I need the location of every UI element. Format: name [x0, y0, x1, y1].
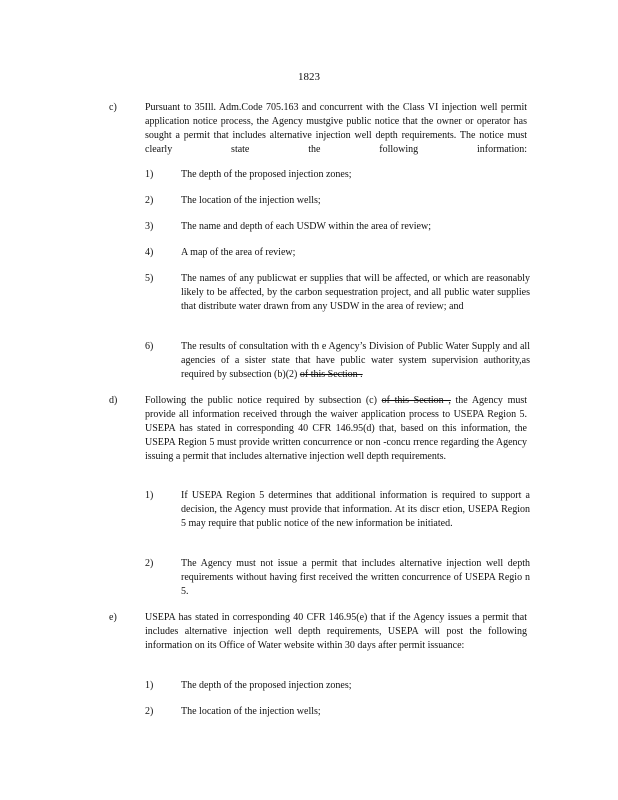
subsection-label: e)	[109, 612, 117, 623]
item-number: 2)	[145, 558, 154, 569]
item-text	[181, 340, 530, 382]
struck-text: of this Section .	[299, 369, 363, 380]
item-text: A map of the area of review;	[181, 247, 296, 258]
item-text: The Agency must not issue a permit that includes alternative injection well depth requirements without having first received the written concurrence of USEPA Regio n 5.	[181, 558, 530, 597]
item-text: If USEPA Region 5 determines that additional information is required to support a decision, the Agency must provide that information. At its discr etion, USEPA Region 5 may require that public notice of the new information be initiated.	[181, 490, 530, 529]
subsection-text	[145, 394, 527, 464]
item-number: 1)	[145, 680, 154, 691]
text-after-strike: the Agency must provide all information received through the waiver application process to USEPA Region 5. USEPA has stated in corresponding 40 CFR 146.95(d) that, based on this information, the USEPA Region 5 must provide written concurrence or non -concu rrence regarding the Agency issuing a permit that includes alternative injection well depth requirements.	[145, 395, 528, 462]
item-text: The depth of the proposed injection zones;	[181, 680, 352, 691]
subsection-label: d)	[109, 395, 118, 406]
item-text: The location of the injection wells;	[181, 706, 321, 717]
struck-text: of this Section ,	[381, 395, 451, 406]
item-number: 1)	[145, 490, 154, 501]
item-number: 4)	[145, 247, 154, 258]
item-text-main: The results of consultation with th e Agency’s Division of Public Water Supply and all agencies of a sister state that have public water system supervision authority,as required by subsection (b)(2)	[181, 341, 530, 380]
subsection-text: Pursuant to 35Ill. Adm.Code 705.163 and concurrent with the Class VI injection well permit application notice process, the Agency mustgive public notice that the owner or operator has sought a permit that includes alternative injection well depth requirements. The notice must clearly state the following information:	[145, 102, 527, 155]
item-number: 2)	[145, 706, 154, 717]
item-number: 1)	[145, 169, 154, 180]
item-text: The depth of the proposed injection zones;	[181, 169, 352, 180]
item-text: The location of the injection wells;	[181, 195, 321, 206]
subsection-label: c)	[109, 102, 117, 113]
item-text: The name and depth of each USDW within the area of review;	[181, 221, 431, 232]
text-before-strike: Following the public notice required by subsection (c)	[145, 395, 377, 406]
subsection-text: USEPA has stated in corresponding 40 CFR 146.95(e) that if the Agency issues a permit that includes alternative injection well depth requirements, USEPA will post the following information on its Office of Water website within 30 days after permit issuance:	[145, 612, 527, 651]
page-number: 1823	[298, 71, 320, 83]
item-number: 5)	[145, 273, 154, 284]
item-number: 2)	[145, 195, 154, 206]
item-number: 6)	[145, 341, 154, 352]
item-text: The names of any publicwat er supplies that will be affected, or which are reasonably likely to be affected, by the carbon sequestration project, and all public water supplies that distribute water drawn from any USDW in the area of review; and	[181, 273, 530, 312]
item-number: 3)	[145, 221, 154, 232]
